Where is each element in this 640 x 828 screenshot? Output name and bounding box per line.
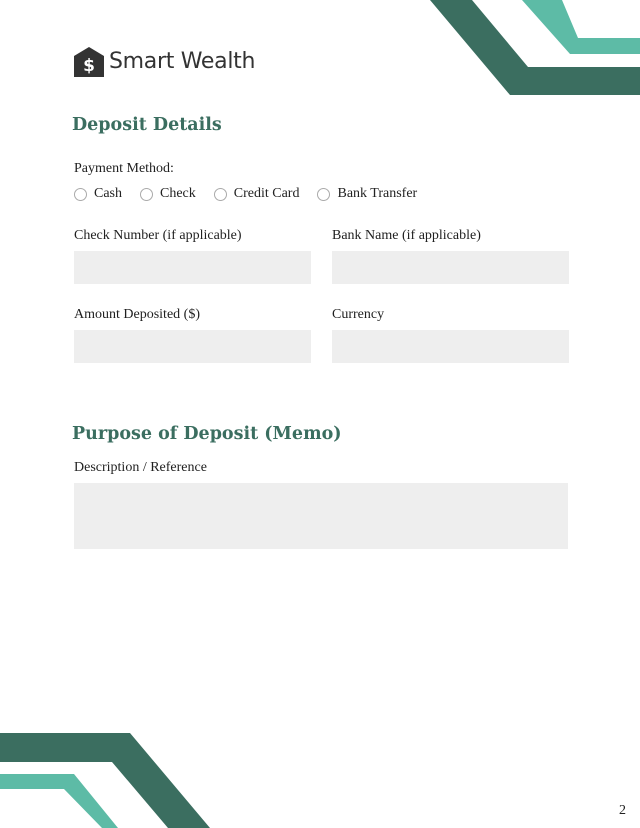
radio-credit-card[interactable]: [214, 186, 300, 202]
radio-label: Check: [160, 186, 196, 201]
radio-label: Bank Transfer: [337, 186, 418, 201]
house-dollar-icon: [74, 46, 104, 77]
description-label: Description / Reference: [74, 460, 207, 475]
payment-method-label: Payment Method:: [74, 161, 174, 176]
bank-name-input[interactable]: [332, 251, 569, 284]
radio-label: Cash: [94, 186, 122, 201]
amount-deposited-label: Amount Deposited ($): [74, 307, 200, 322]
radio-circle-icon[interactable]: [214, 188, 227, 201]
page-number: 2: [619, 803, 626, 818]
check-number-input[interactable]: [74, 251, 311, 284]
description-textarea[interactable]: [74, 483, 568, 549]
radio-circle-icon[interactable]: [140, 188, 153, 201]
currency-label: Currency: [332, 307, 385, 322]
decorative-stripes-top: [420, 0, 640, 100]
memo-heading: Purpose of Deposit (Memo): [72, 424, 342, 444]
radio-bank-transfer[interactable]: [317, 186, 417, 202]
currency-input[interactable]: [332, 330, 569, 363]
radio-cash[interactable]: [74, 186, 122, 202]
radio-circle-icon[interactable]: [317, 188, 330, 201]
radio-circle-icon[interactable]: [74, 188, 87, 201]
amount-deposited-input[interactable]: [74, 330, 311, 363]
radio-label: Credit Card: [233, 186, 300, 201]
decorative-stripes-bottom: [0, 720, 240, 828]
brand-name: Smart Wealth: [109, 49, 256, 74]
svg-text:$: $: [83, 56, 95, 76]
radio-check[interactable]: [140, 186, 196, 202]
deposit-details-heading: Deposit Details: [72, 115, 222, 135]
check-number-label: Check Number (if applicable): [74, 228, 242, 243]
bank-name-label: Bank Name (if applicable): [332, 228, 481, 243]
brand-logo: [74, 46, 255, 77]
payment-method-radio-group: [74, 186, 435, 202]
